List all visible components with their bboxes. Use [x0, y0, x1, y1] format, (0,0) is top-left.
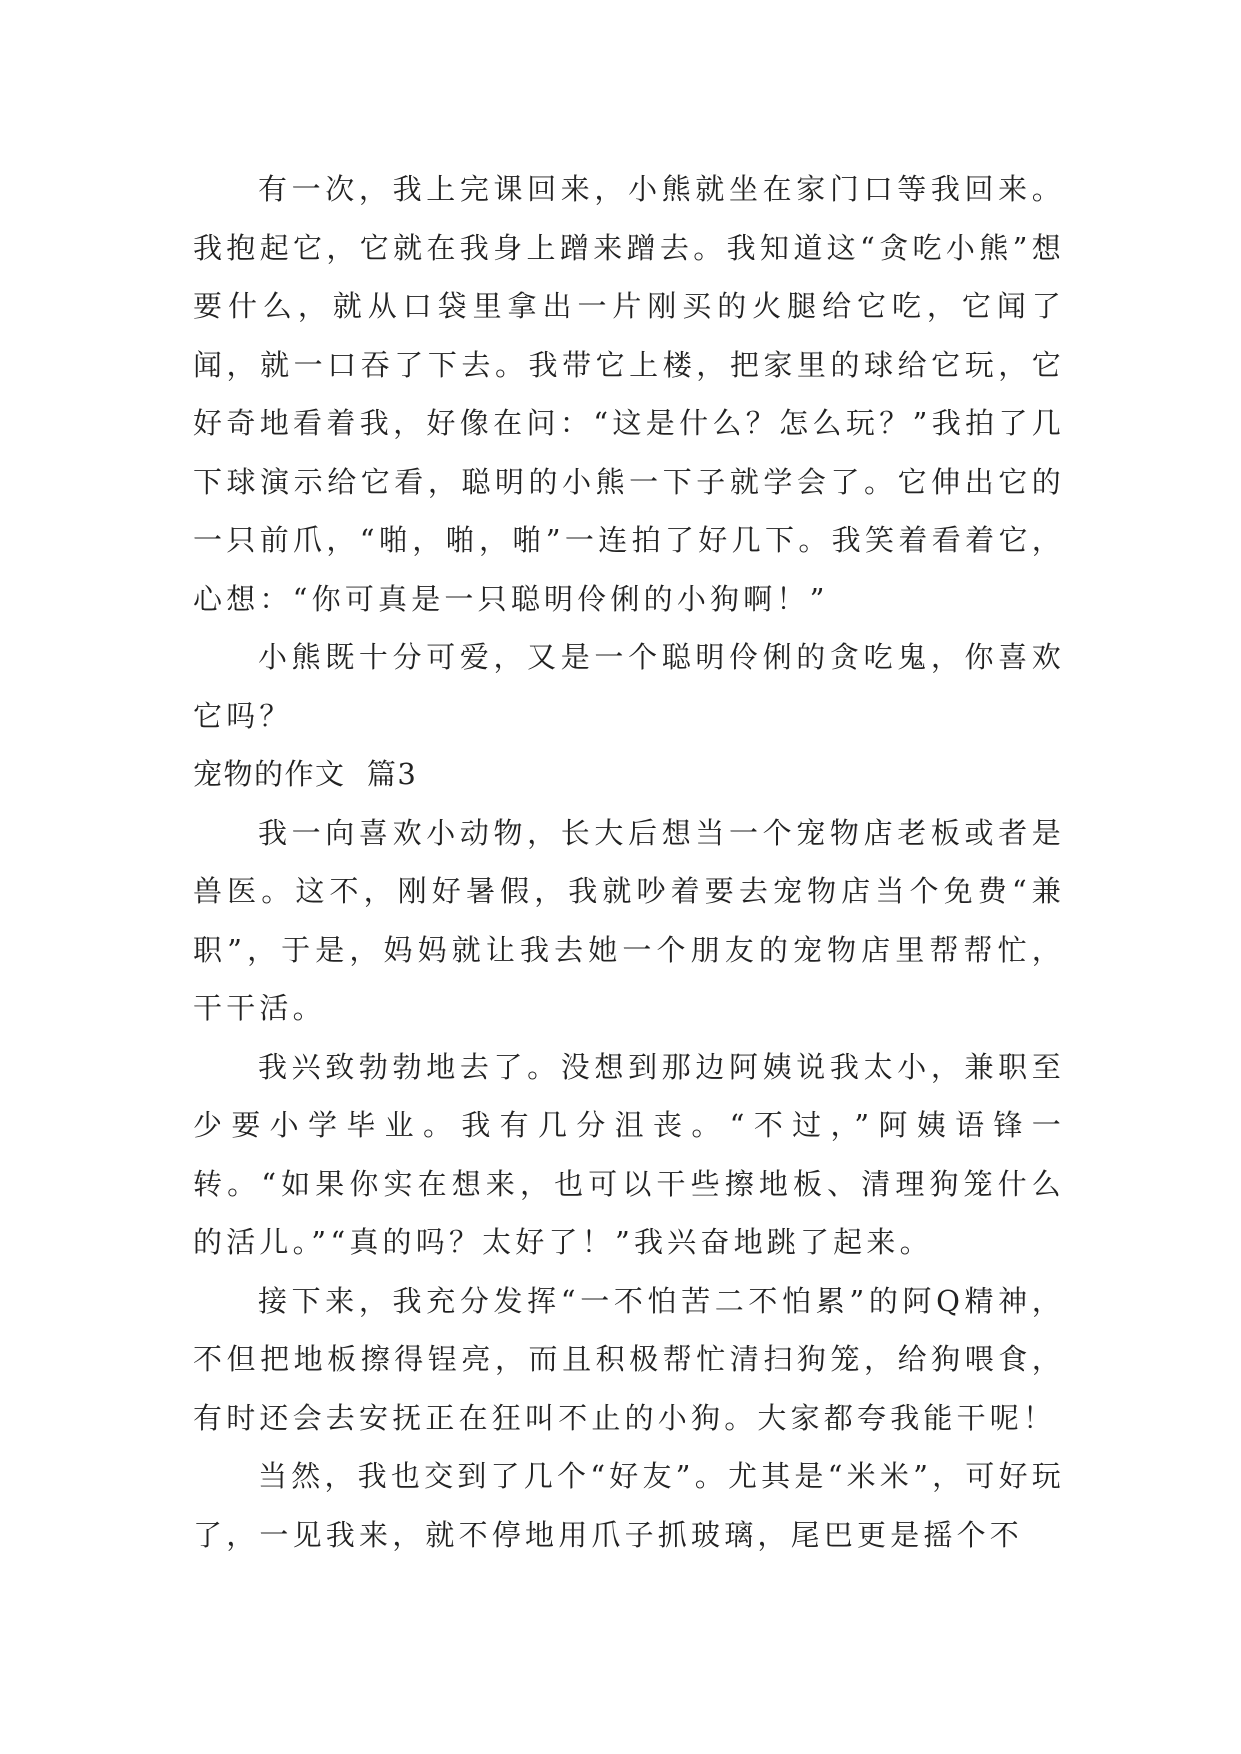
paragraph: 接下来，我充分发挥“一不怕苦二不怕累”的阿Q精神，不但把地板擦得锃亮，而且积极帮忙清扫狗笼，给狗喂食，有时还会去安抚正在狂叫不止的小狗。大家都夸我能干呢！: [193, 1283, 1065, 1435]
document-body: [193, 160, 1065, 1564]
paragraph: 小熊既十分可爱，又是一个聪明伶俐的贪吃鬼，你喜欢它吗？: [193, 640, 1065, 733]
section-heading: 宠物的作文 篇3: [193, 757, 418, 791]
paragraph: 我一向喜欢小动物，长大后想当一个宠物店老板或者是兽医。这不，刚好暑假，我就吵着要去宠物店当个免费“兼职”，于是，妈妈就让我去她一个朋友的宠物店里帮帮忙，干干活。: [193, 815, 1065, 1025]
paragraph: 有一次，我上完课回来，小熊就坐在家门口等我回来。我抱起它，它就在我身上蹭来蹭去。我知道这“贪吃小熊”想要什么，就从口袋里拿出一片刚买的火腿给它吃，它闻了闻，就一口吞了下去。我带它上楼，把家里的球给它玩，它好奇地看着我，好像在问：“这是什么？怎么玩？”我拍了几下球演示给它看，聪明的小熊一下子就学会了。它伸出它的一只前爪，“啪，啪，啪”一连拍了好几下。我笑着看着它，心想：“你可真是一只聪明伶俐的小狗啊！”: [193, 172, 1065, 616]
paragraph: 当然，我也交到了几个“好友”。尤其是“米米”，可好玩了，一见我来，就不停地用爪子抓玻璃，尾巴更是摇个不: [193, 1459, 1065, 1552]
paragraph: 我兴致勃勃地去了。没想到那边阿姨说我太小，兼职至少要小学毕业。我有几分沮丧。“不过，”阿姨语锋一转。“如果你实在想来，也可以干些擦地板、清理狗笼什么的活儿。”“真的吗？太好了！”我兴奋地跳了起来。: [193, 1049, 1065, 1259]
